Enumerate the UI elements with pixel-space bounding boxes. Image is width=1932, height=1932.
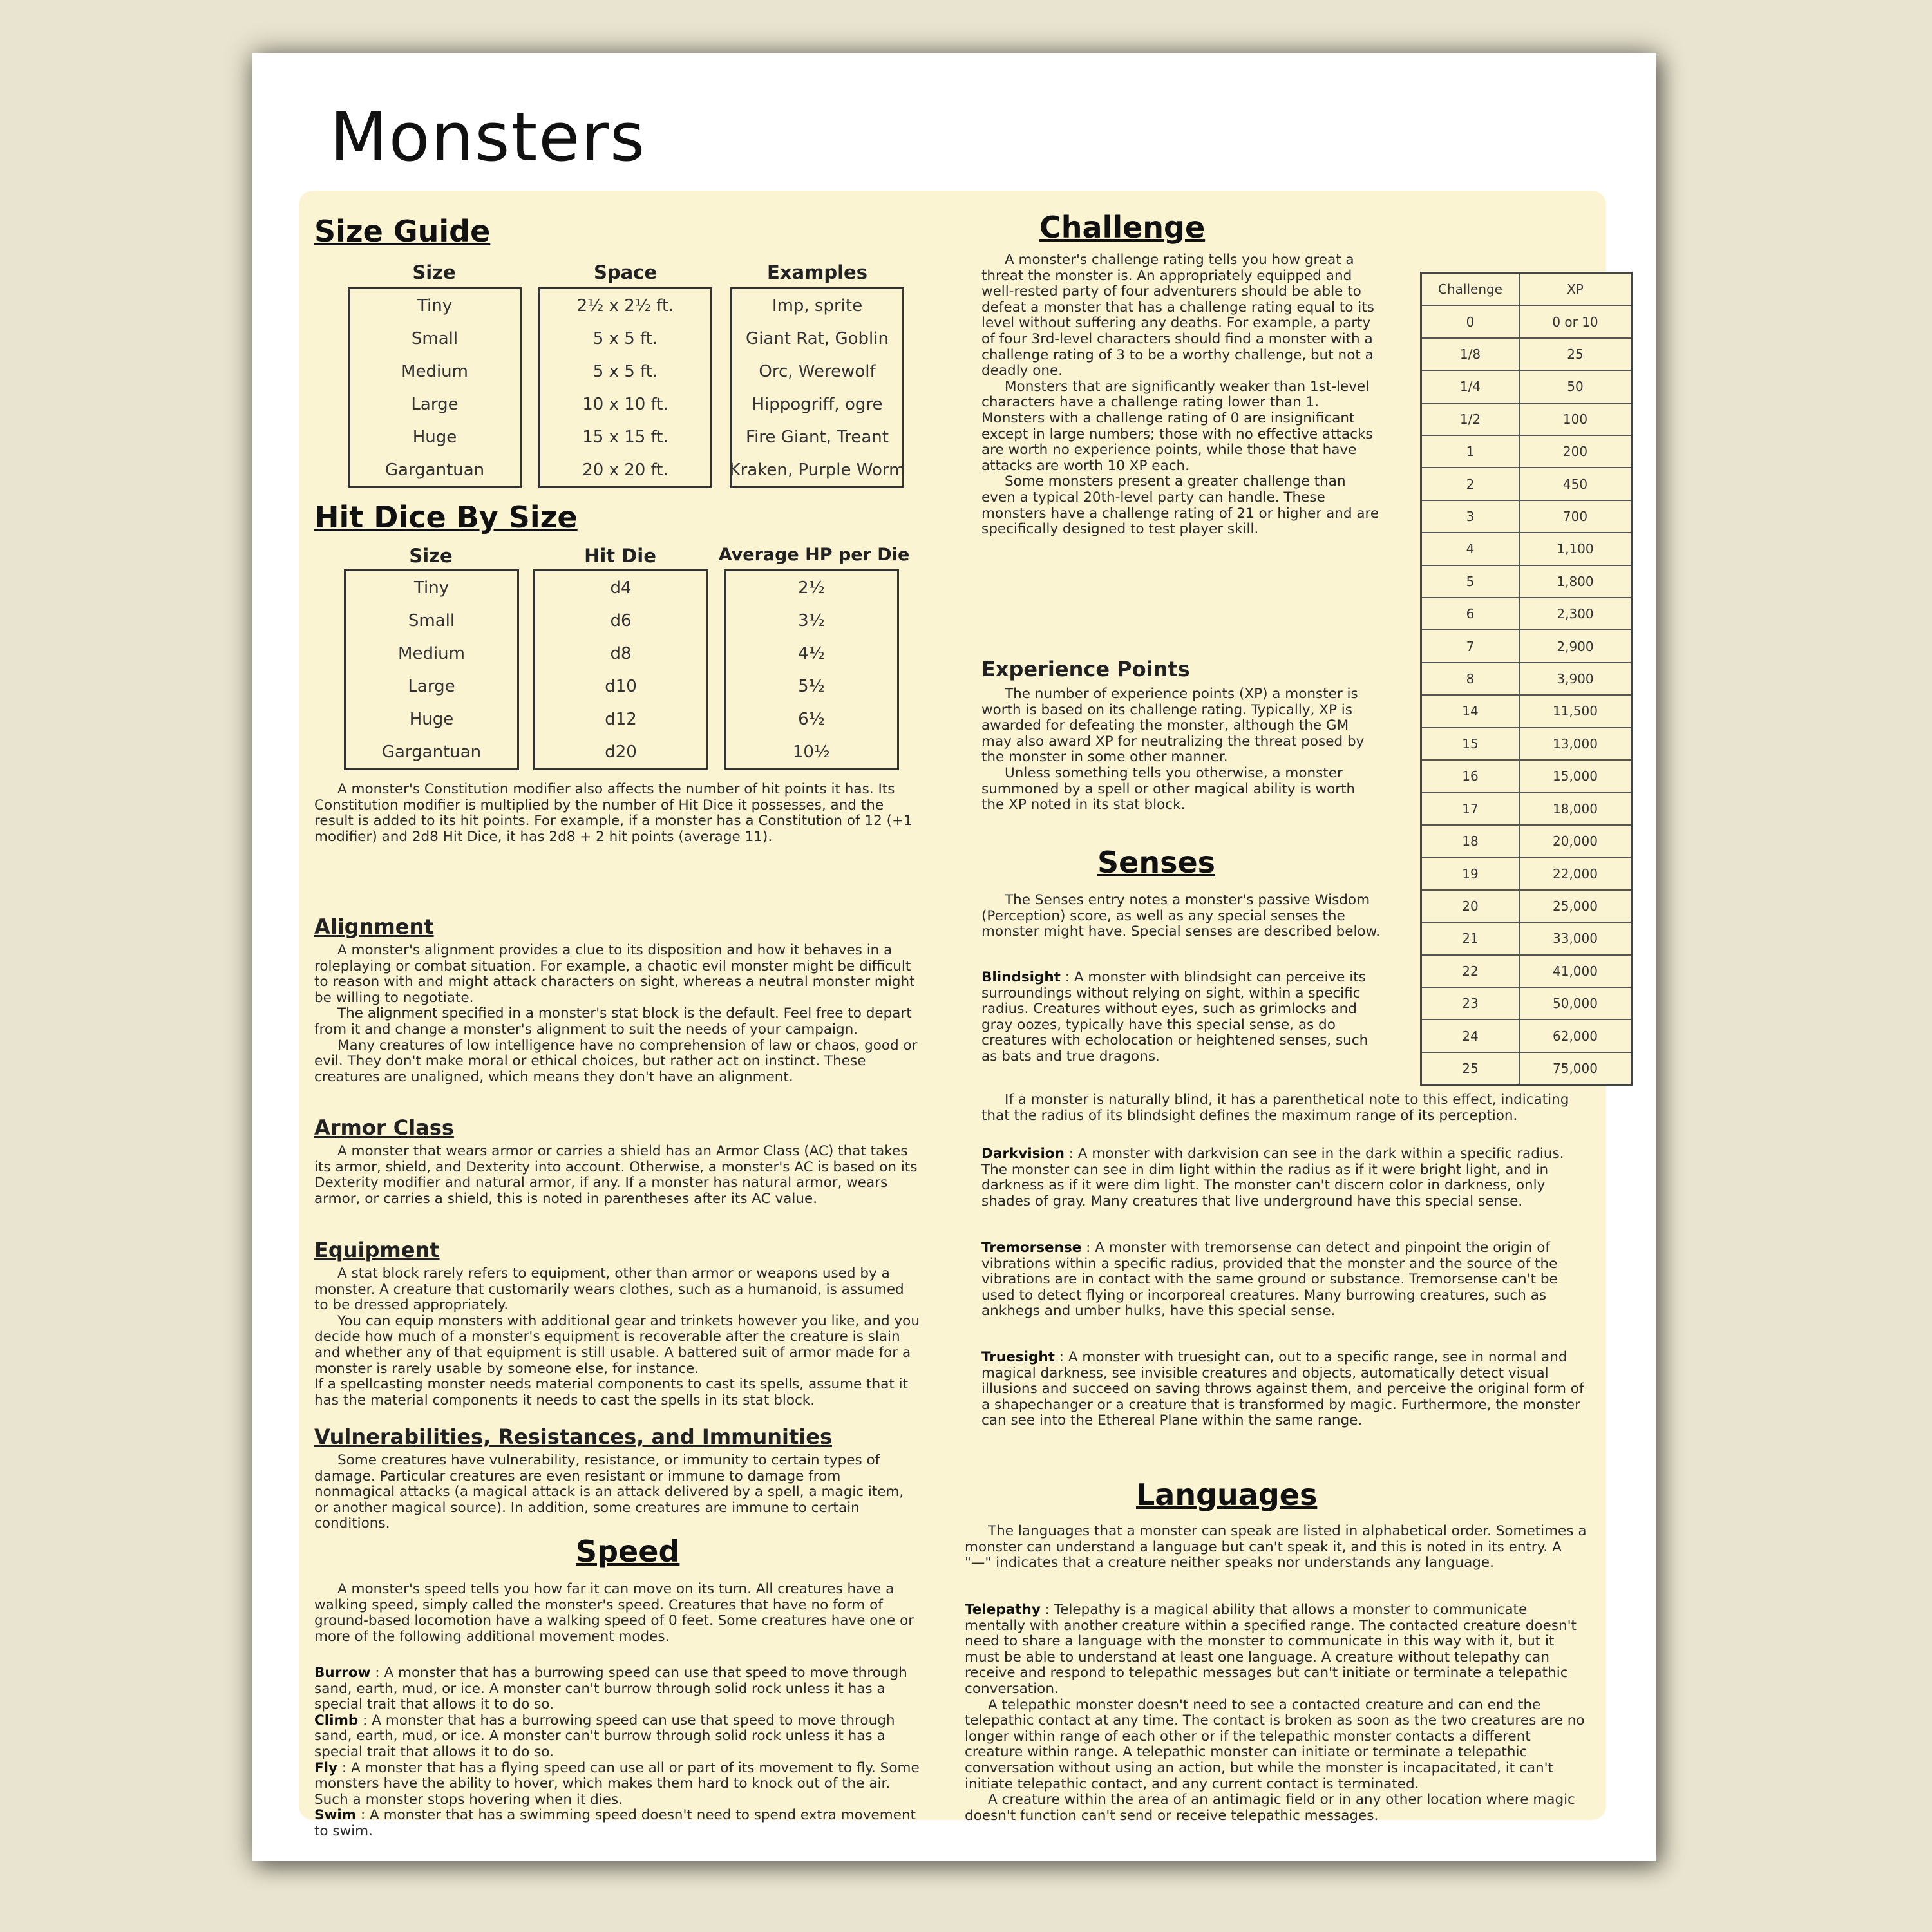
xp-header-cell: XP bbox=[1567, 281, 1584, 298]
hit-die-cell: d10 bbox=[605, 676, 637, 696]
document-page bbox=[252, 53, 1656, 1861]
xp-value-cell: 25,000 bbox=[1553, 898, 1598, 914]
space-cell: 15 x 15 ft. bbox=[582, 427, 668, 447]
xp-table-row bbox=[1422, 826, 1631, 858]
example-cell: Orc, Werewolf bbox=[759, 361, 876, 381]
telepathy-term: Telepathy bbox=[965, 1602, 1041, 1618]
xp-value-cell: 62,000 bbox=[1553, 1028, 1598, 1044]
alignment-p3: Many creatures of low intelligence have no comprehension of law or chaos, good or evil. They don't make moral or ethical choices, but rather act on instinct. These creatures are unaligned, which means they don't have an alignment. bbox=[314, 1037, 918, 1085]
languages-p1: The languages that a monster can speak are listed in alphabetical order. Sometimes a monster can understand a language but can't speak it, and this is noted in its entry. A "—" indicates that a creature neither speaks nor understands any language. bbox=[965, 1523, 1587, 1571]
alignment-p1: A monster's alignment provides a clue to its disposition and how it behaves in a roleplaying or combat situation. For example, a chaotic evil monster might be difficult to reason with and might attack characters on sight, whereas a neutral monster might be willing to negotiate. bbox=[314, 942, 915, 1006]
xp-value-cell: 1,100 bbox=[1557, 541, 1594, 557]
challenge-p1: A monster's challenge rating tells you how great a threat the monster is. An appropriately equipped and well-rested party of four adventurers should be able to defeat a monster that has a challenge rating equal to its level without suffering any deaths. For example, a party of four 3rd-level characters should find a monster with a challenge rating of 3 to be a worthy challenge, but not a deadly one. bbox=[981, 252, 1374, 379]
equipment-p3: If a spellcasting monster needs material components to cast its spells, assume that it has the material components it needs to cast the spells in its stat block. bbox=[314, 1376, 909, 1408]
xp-table-row bbox=[1422, 696, 1631, 728]
hd-size-cell: Small bbox=[408, 611, 455, 630]
challenge-rating-cell: 25 bbox=[1422, 1053, 1520, 1084]
challenge-rating-cell: 4 bbox=[1422, 533, 1520, 564]
hit-die-cell: d20 bbox=[605, 742, 637, 762]
space-cell: 20 x 20 ft. bbox=[582, 460, 668, 480]
challenge-rating-cell: 0 bbox=[1422, 306, 1520, 337]
xp-value-cell: 22,000 bbox=[1553, 866, 1598, 882]
size-cell: Large bbox=[411, 394, 459, 414]
hd-size-cell: Gargantuan bbox=[381, 742, 482, 762]
xp-value-cell: 450 bbox=[1562, 476, 1588, 492]
xp-table-row bbox=[1422, 436, 1631, 468]
fly-desc: : A monster that has a flying speed can use all or part of its movement to fly. Some monsters have the ability to hover, which makes them hard to knock out of the air. Such a monster stops hovering when it dies. bbox=[314, 1759, 920, 1808]
senses-heading: Senses bbox=[1097, 845, 1216, 880]
xp-table-row bbox=[1422, 468, 1631, 500]
hd-size-cell: Huge bbox=[409, 709, 454, 729]
size-guide-size-column bbox=[348, 287, 522, 488]
xp-value-cell: 2,900 bbox=[1557, 638, 1594, 654]
equipment-p1: A stat block rarely refers to equipment, other than armor or weapons used by a monster. A creature that customarily wears clothes, such as a humanoid, is assumed to be dressed appropriately. bbox=[314, 1265, 904, 1314]
xp-table-row bbox=[1422, 1020, 1631, 1052]
swim-term: Swim bbox=[314, 1807, 357, 1824]
hit-die-cell: d6 bbox=[610, 611, 632, 630]
xp-table-row bbox=[1422, 923, 1631, 955]
telepathy-entry bbox=[965, 1602, 1587, 1824]
xp-value-cell: 75,000 bbox=[1553, 1060, 1598, 1076]
xp-table-row bbox=[1422, 566, 1631, 598]
challenge-rating-cell: 22 bbox=[1422, 956, 1520, 987]
fly-term: Fly bbox=[314, 1759, 338, 1776]
senses-p1: The Senses entry notes a monster's passive Wisdom (Perception) score, as well as any special senses the monster might have. Special senses are described below. bbox=[981, 892, 1381, 940]
hit-die-cell: d12 bbox=[605, 709, 637, 729]
size-guide-space-column bbox=[538, 287, 712, 488]
alignment-text bbox=[314, 943, 920, 1085]
challenge-rating-cell: 1 bbox=[1422, 436, 1520, 467]
speed-text bbox=[314, 1582, 920, 1645]
telepathy-desc: : Telepathy is a magical ability that allows a monster to communicate mentally with another creature within a specified range. The contacted creature doesn't need to share a language with the monster to communicate in this way with it, but it must be able to understand at least one language. A creature without telepathy can receive and respond to telepathic messages but can't initiate or terminate a telepathic conversation. bbox=[965, 1602, 1577, 1697]
tremorsense-entry bbox=[981, 1240, 1587, 1320]
examples-col-header: Examples bbox=[767, 261, 867, 283]
challenge-rating-cell: 5 bbox=[1422, 566, 1520, 597]
xp-value-cell: 25 bbox=[1567, 346, 1584, 363]
xp-value-cell: 0 or 10 bbox=[1552, 314, 1598, 330]
fly-entry bbox=[314, 1761, 920, 1808]
swim-entry bbox=[314, 1808, 920, 1839]
vulnerabilities-heading: Vulnerabilities, Resistances, and Immunities bbox=[314, 1425, 833, 1449]
challenge-heading: Challenge bbox=[1039, 210, 1206, 245]
challenge-rating-cell: 20 bbox=[1422, 891, 1520, 922]
xp-table-row bbox=[1422, 533, 1631, 565]
xp-value-cell: 700 bbox=[1562, 509, 1588, 525]
hd-size-cell: Medium bbox=[398, 643, 465, 663]
xp-table-row bbox=[1422, 306, 1631, 338]
hd-die-col-header: Hit Die bbox=[584, 545, 656, 567]
swim-desc: : A monster that has a swimming speed doesn't need to spend extra movement to swim. bbox=[314, 1807, 916, 1839]
avg-hp-cell: 3½ bbox=[798, 611, 825, 630]
challenge-rating-cell: 8 bbox=[1422, 663, 1520, 694]
burrow-entry bbox=[314, 1665, 920, 1713]
space-cell: 5 x 5 ft. bbox=[592, 361, 658, 381]
languages-text bbox=[965, 1524, 1587, 1571]
size-cell: Small bbox=[411, 328, 459, 348]
experience-text bbox=[981, 687, 1381, 813]
avg-hp-cell: 5½ bbox=[798, 676, 825, 696]
xp-value-cell: 33,000 bbox=[1553, 931, 1598, 947]
example-cell: Fire Giant, Treant bbox=[746, 427, 889, 447]
space-col-header: Space bbox=[593, 261, 658, 283]
xp-table-row bbox=[1422, 858, 1631, 890]
xp-table-row bbox=[1422, 891, 1631, 923]
xp-table-row bbox=[1422, 793, 1631, 826]
challenge-p3: Some monsters present a greater challenge than even a typical 20th-level party can handle. These monsters have a challenge rating of 21 or higher and are specifically designed to test player skill. bbox=[981, 473, 1379, 538]
hit-dice-text bbox=[314, 782, 920, 845]
size-cell: Medium bbox=[401, 361, 468, 381]
xp-table-row bbox=[1422, 761, 1631, 793]
vulnerabilities-text bbox=[314, 1453, 920, 1532]
hd-size-col-header: Size bbox=[409, 545, 453, 567]
burrow-term: Burrow bbox=[314, 1665, 371, 1681]
space-cell: 5 x 5 ft. bbox=[592, 328, 658, 348]
example-cell: Hippogriff, ogre bbox=[752, 394, 883, 414]
xp-table-row bbox=[1422, 1053, 1631, 1084]
challenge-rating-cell: 15 bbox=[1422, 728, 1520, 759]
languages-p3: A creature within the area of an antimagic field or in any other location where magic doesn't function can't send or receive telepathic messages. bbox=[965, 1792, 1575, 1824]
movement-modes bbox=[314, 1665, 920, 1840]
challenge-rating-cell: 23 bbox=[1422, 988, 1520, 1019]
content-panel bbox=[299, 191, 1606, 1839]
truesight-desc: : A monster with truesight can, out to a specific range, see in normal and magical darkness, see invisible creatures and objects, automatically detect visual illusions and succeed on saving throws against them, and perceive the original form of a shapechanger or a creature that is transformed by magic. Furthermore, the monster can see into the Ethereal Plane within the same range. bbox=[981, 1349, 1584, 1429]
armor-class-p1: A monster that wears armor or carries a shield has an Armor Class (AC) that takes its armor, shield, and Dexterity into account. Otherwise, a monster's AC is based on its Dexterity modifier and natural armor, if any. If a monster has natural armor, wears armor, or carries a shield, this is noted in parentheses after its AC value. bbox=[314, 1143, 918, 1207]
tremorsense-term: Tremorsense bbox=[981, 1240, 1082, 1256]
xp-value-cell: 100 bbox=[1562, 411, 1588, 427]
languages-heading: Languages bbox=[1136, 1477, 1318, 1512]
hit-dice-heading: Hit Dice By Size bbox=[314, 500, 578, 535]
speed-heading: Speed bbox=[576, 1534, 680, 1569]
size-cell: Huge bbox=[412, 427, 457, 447]
speed-p1: A monster's speed tells you how far it can move on its turn. All creatures have a walking speed, simply called the monster's speed. Creatures that have no form of ground-based locomotion have a walking speed of 0 feet. Some creatures have one or more of the following additional movement modes. bbox=[314, 1581, 914, 1645]
truesight-entry bbox=[981, 1350, 1587, 1429]
challenge-p2: Monsters that are significantly weaker than 1st-level characters have a challenge rating lower than 1. Monsters with a challenge rating of 0 are insignificant except in large numbers; those with no effective attacks are worth no experience points, while those that have attacks are worth 10 XP each. bbox=[981, 378, 1373, 474]
challenge-rating-cell: 17 bbox=[1422, 793, 1520, 824]
challenge-text bbox=[981, 252, 1381, 538]
xp-table-header-row bbox=[1422, 274, 1631, 306]
size-guide-heading: Size Guide bbox=[314, 214, 491, 249]
experience-p2: Unless something tells you otherwise, a monster summoned by a spell or other magical ability is worth the XP noted in its stat block. bbox=[981, 764, 1356, 813]
size-cell: Tiny bbox=[417, 296, 453, 316]
burrow-desc: : A monster that has a burrowing speed can use that speed to move through sand, earth, mud, or ice. A monster can't burrow through solid rock unless it has a special trait that allows it to do so. bbox=[314, 1665, 907, 1713]
example-cell: Imp, sprite bbox=[772, 296, 863, 316]
equipment-text bbox=[314, 1266, 920, 1408]
equipment-heading: Equipment bbox=[314, 1238, 440, 1262]
challenge-rating-cell: 18 bbox=[1422, 826, 1520, 857]
climb-entry bbox=[314, 1713, 920, 1761]
truesight-term: Truesight bbox=[981, 1349, 1055, 1365]
xp-table-row bbox=[1422, 371, 1631, 403]
challenge-rating-cell: 21 bbox=[1422, 923, 1520, 954]
challenge-rating-cell: 19 bbox=[1422, 858, 1520, 889]
challenge-rating-cell: 16 bbox=[1422, 761, 1520, 791]
xp-table-row bbox=[1422, 339, 1631, 371]
xp-table-row bbox=[1422, 988, 1631, 1020]
challenge-xp-table bbox=[1420, 272, 1633, 1086]
xp-table-row bbox=[1422, 404, 1631, 436]
challenge-rating-cell: 1/8 bbox=[1422, 339, 1520, 370]
xp-value-cell: 15,000 bbox=[1553, 768, 1598, 784]
darkvision-term: Darkvision bbox=[981, 1146, 1065, 1162]
hd-size-cell: Large bbox=[408, 676, 455, 696]
languages-p2: A telepathic monster doesn't need to see a contacted creature and can end the telepathic contact at any time. The contact is broken as soon as the two creatures are no longer within range of each other or if the telepathic monster contacts a different creature within range. A telepathic monster can initiate or terminate a telepathic conversation without using an action, but while the monster is incapacitated, it can't initiate telepathic contact, and any current contact is terminated. bbox=[965, 1696, 1585, 1792]
xp-value-cell: 2,300 bbox=[1557, 606, 1594, 622]
darkvision-entry bbox=[981, 1146, 1587, 1209]
challenge-header-cell: Challenge bbox=[1422, 274, 1520, 305]
hit-dice-average-column bbox=[724, 569, 899, 770]
tremorsense-desc: : A monster with tremorsense can detect and pinpoint the origin of vibrations within a specific radius, provided that the monster and the source of the vibrations are in contact with the same ground or substance. Tremorsense can't be used to detect flying or incorporeal creatures. Many burrowing creatures, such as ankhegs and umber hulks, have this special sense. bbox=[981, 1240, 1558, 1320]
blindsight-p2: If a monster is naturally blind, it has a parenthetical note to this effect, indicating that the radius of its blindsight defines the maximum range of its perception. bbox=[981, 1092, 1569, 1124]
hit-dice-paragraph: A monster's Constitution modifier also affects the number of hit points it has. Its Constitution modifier is multiplied by the number of Hit Dice it possesses, and the result is added to its hit points. For example, if a monster has a Constitution of 12 (+1 modifier) and 2d8 Hit Dice, it has 2d8 + 2 hit points (average 11). bbox=[314, 781, 913, 845]
avg-hp-cell: 2½ bbox=[798, 578, 825, 598]
hit-dice-die-column bbox=[533, 569, 708, 770]
xp-value-cell: 41,000 bbox=[1553, 963, 1598, 979]
hit-die-cell: d4 bbox=[610, 578, 632, 598]
challenge-rating-cell: 1/4 bbox=[1422, 371, 1520, 402]
alignment-p2: The alignment specified in a monster's stat block is the default. Feel free to depart from it and change a monster's alignment to suit the needs of your campaign. bbox=[314, 1005, 912, 1037]
size-cell: Gargantuan bbox=[384, 460, 485, 480]
blindsight-desc: : A monster with blindsight can perceive its surroundings without relying on sight, within a specific radius. Creatures without eyes, such as grimlocks and gray oozes, typically have this special sense, as do creatures with echolocation or heightened senses, such as bats and true dragons. bbox=[981, 969, 1368, 1065]
avg-hp-cell: 6½ bbox=[798, 709, 825, 729]
space-cell: 10 x 10 ft. bbox=[582, 394, 668, 414]
xp-table-row bbox=[1422, 598, 1631, 630]
xp-table-row bbox=[1422, 501, 1631, 533]
xp-value-cell: 200 bbox=[1562, 444, 1588, 460]
example-cell: Kraken, Purple Worm bbox=[729, 460, 905, 480]
blindsight-note bbox=[981, 1092, 1587, 1124]
equipment-p2: You can equip monsters with additional gear and trinkets however you like, and you decide how much of a monster's equipment is recoverable after the creature is slain and whether any of that equipment is still usable. A battered suit of armor made for a monster is rarely usable by someone else, for instance. bbox=[314, 1312, 920, 1377]
xp-value-cell: 13,000 bbox=[1553, 735, 1598, 752]
space-cell: 2½ x 2½ ft. bbox=[576, 296, 674, 316]
senses-text bbox=[981, 893, 1381, 940]
xp-value-cell: 11,500 bbox=[1553, 703, 1598, 719]
xp-table-row bbox=[1422, 956, 1631, 988]
climb-term: Climb bbox=[314, 1712, 359, 1728]
xp-value-cell: 50,000 bbox=[1553, 996, 1598, 1012]
armor-class-heading: Armor Class bbox=[314, 1115, 454, 1140]
challenge-rating-cell: 2 bbox=[1422, 468, 1520, 499]
hit-dice-size-column bbox=[344, 569, 519, 770]
experience-heading: Experience Points bbox=[981, 657, 1190, 681]
xp-table-row bbox=[1422, 728, 1631, 761]
darkvision-desc: : A monster with darkvision can see in the dark within a specific radius. The monster can see in dim light within the radius as if it were bright light, and in darkness as if it were dim light. The monster can't discern color in darkness, only shades of gray. Many creatures that live underground have this special sense. bbox=[981, 1146, 1564, 1209]
challenge-rating-cell: 7 bbox=[1422, 630, 1520, 661]
size-guide-examples-column bbox=[730, 287, 904, 488]
hd-size-cell: Tiny bbox=[413, 578, 450, 598]
challenge-rating-cell: 1/2 bbox=[1422, 404, 1520, 435]
avg-hp-cell: 10½ bbox=[792, 742, 831, 762]
vulnerabilities-p1: Some creatures have vulnerability, resistance, or immunity to certain types of damage. Particular creatures are even resistant or immune to damage from nonmagical attacks (a magical attack is an attack delivered by a spell, a magic item, or another magical source). In addition, some creatures are immune to certain conditions. bbox=[314, 1452, 904, 1532]
challenge-rating-cell: 6 bbox=[1422, 598, 1520, 629]
blindsight-term: Blindsight bbox=[981, 969, 1061, 985]
hd-avg-col-header: Average HP per Die bbox=[718, 545, 910, 565]
xp-table-row bbox=[1422, 663, 1631, 696]
alignment-heading: Alignment bbox=[314, 914, 434, 939]
armor-class-text bbox=[314, 1144, 920, 1207]
blindsight-entry bbox=[981, 970, 1381, 1065]
xp-value-cell: 50 bbox=[1567, 379, 1584, 395]
challenge-rating-cell: 24 bbox=[1422, 1020, 1520, 1051]
xp-value-cell: 20,000 bbox=[1553, 833, 1598, 849]
xp-value-cell: 1,800 bbox=[1557, 573, 1594, 589]
xp-value-cell: 3,900 bbox=[1557, 671, 1594, 687]
hit-die-cell: d8 bbox=[610, 643, 632, 663]
experience-p1: The number of experience points (XP) a monster is worth is based on its challenge rating. Typically, XP is awarded for defeating the monster, although the GM may also award XP for neutralizing the threat posed by the monster in some other manner. bbox=[981, 686, 1365, 766]
avg-hp-cell: 4½ bbox=[798, 643, 825, 663]
page-title: Monsters bbox=[330, 98, 647, 176]
xp-value-cell: 18,000 bbox=[1553, 800, 1598, 817]
challenge-rating-cell: 14 bbox=[1422, 696, 1520, 726]
xp-table-row bbox=[1422, 630, 1631, 663]
example-cell: Giant Rat, Goblin bbox=[746, 328, 889, 348]
challenge-rating-cell: 3 bbox=[1422, 501, 1520, 532]
size-col-header: Size bbox=[412, 261, 456, 283]
climb-desc: : A monster that has a burrowing speed can use that speed to move through sand, earth, mud, or ice. A monster can't burrow through solid rock unless it has a special trait that allows it to do so. bbox=[314, 1712, 895, 1760]
